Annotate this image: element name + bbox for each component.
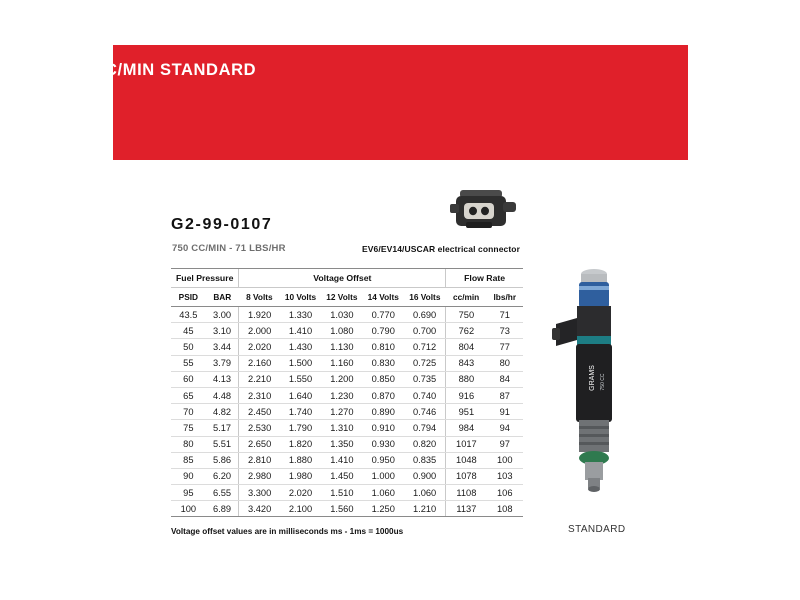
cell-16v: 0.794: [404, 420, 446, 436]
cell-psid: 100: [171, 501, 206, 517]
cell-8v: 2.020: [239, 339, 280, 355]
cell-14v: 1.250: [363, 501, 404, 517]
cell-12v: 1.030: [321, 307, 362, 323]
cell-bar: 3.00: [206, 307, 239, 323]
cell-16v: 0.740: [404, 387, 446, 403]
flow-spec-table: [171, 268, 523, 517]
cell-8v: 2.310: [239, 387, 280, 403]
cell-12v: 1.510: [321, 485, 362, 501]
col-header-ccmin: cc/min: [446, 288, 487, 307]
table-row: [171, 436, 523, 452]
group-header-fuel-pressure: Fuel Pressure: [171, 269, 239, 288]
fuel-injector-image: [548, 262, 640, 524]
table-row: [171, 387, 523, 403]
cell-lbshr: 87: [487, 387, 523, 403]
cell-bar: 3.10: [206, 323, 239, 339]
table-column-header-row: [171, 288, 523, 307]
injector-caption: STANDARD: [568, 524, 626, 535]
part-subtitle: 750 CC/MIN - 71 LBS/HR: [172, 243, 286, 254]
cell-10v: 1.980: [280, 468, 321, 484]
table-group-header-row: [171, 269, 523, 288]
cell-ccmin: 880: [446, 371, 487, 387]
col-header-16v: 16 Volts: [404, 288, 446, 307]
cell-12v: 1.560: [321, 501, 362, 517]
col-header-10v: 10 Volts: [280, 288, 321, 307]
cell-12v: 1.410: [321, 452, 362, 468]
part-number: G2-99-0107: [171, 216, 273, 233]
cell-bar: 4.48: [206, 387, 239, 403]
table-row: [171, 452, 523, 468]
cell-bar: 4.82: [206, 404, 239, 420]
cell-12v: 1.230: [321, 387, 362, 403]
cell-bar: 5.17: [206, 420, 239, 436]
cell-16v: 0.700: [404, 323, 446, 339]
cell-lbshr: 80: [487, 355, 523, 371]
table-row: [171, 501, 523, 517]
cell-psid: 55: [171, 355, 206, 371]
cell-ccmin: 762: [446, 323, 487, 339]
cell-10v: 1.330: [280, 307, 321, 323]
col-header-12v: 12 Volts: [321, 288, 362, 307]
cell-8v: 2.450: [239, 404, 280, 420]
cell-14v: 0.910: [363, 420, 404, 436]
cell-14v: 1.000: [363, 468, 404, 484]
cell-ccmin: 1048: [446, 452, 487, 468]
cell-lbshr: 108: [487, 501, 523, 517]
cell-10v: 2.100: [280, 501, 321, 517]
cell-16v: 0.712: [404, 339, 446, 355]
cell-lbshr: 106: [487, 485, 523, 501]
col-header-14v: 14 Volts: [363, 288, 404, 307]
cell-14v: 0.930: [363, 436, 404, 452]
cell-bar: 3.79: [206, 355, 239, 371]
cell-lbshr: 77: [487, 339, 523, 355]
cell-14v: 0.850: [363, 371, 404, 387]
table-row: [171, 339, 523, 355]
cell-10v: 1.880: [280, 452, 321, 468]
cell-ccmin: 843: [446, 355, 487, 371]
cell-16v: 0.725: [404, 355, 446, 371]
cell-10v: 1.430: [280, 339, 321, 355]
cell-psid: 95: [171, 485, 206, 501]
cell-lbshr: 100: [487, 452, 523, 468]
cell-10v: 1.550: [280, 371, 321, 387]
cell-14v: 0.810: [363, 339, 404, 355]
table-row: [171, 355, 523, 371]
cell-16v: 1.210: [404, 501, 446, 517]
cell-psid: 90: [171, 468, 206, 484]
cell-14v: 0.950: [363, 452, 404, 468]
cell-8v: 2.160: [239, 355, 280, 371]
cell-8v: 2.980: [239, 468, 280, 484]
cell-8v: 3.300: [239, 485, 280, 501]
cell-bar: 6.89: [206, 501, 239, 517]
cell-ccmin: 1017: [446, 436, 487, 452]
cell-psid: 43.5: [171, 307, 206, 323]
cell-ccmin: 1137: [446, 501, 487, 517]
injector-connector-icon: [448, 186, 522, 234]
cell-12v: 1.130: [321, 339, 362, 355]
cell-psid: 85: [171, 452, 206, 468]
cell-12v: 1.310: [321, 420, 362, 436]
cell-10v: 2.020: [280, 485, 321, 501]
cell-14v: 0.790: [363, 323, 404, 339]
table-row: [171, 307, 523, 323]
table-row: [171, 485, 523, 501]
cell-ccmin: 750: [446, 307, 487, 323]
cell-12v: 1.080: [321, 323, 362, 339]
cell-psid: 60: [171, 371, 206, 387]
cell-lbshr: 84: [487, 371, 523, 387]
table-row: [171, 371, 523, 387]
cell-16v: 1.060: [404, 485, 446, 501]
table-row: [171, 404, 523, 420]
cell-8v: 2.000: [239, 323, 280, 339]
cell-10v: 1.640: [280, 387, 321, 403]
group-header-flow-rate: Flow Rate: [446, 269, 523, 288]
cell-10v: 1.820: [280, 436, 321, 452]
table-row: [171, 420, 523, 436]
cell-8v: 1.920: [239, 307, 280, 323]
cell-14v: 0.870: [363, 387, 404, 403]
cell-8v: 3.420: [239, 501, 280, 517]
cell-14v: 0.830: [363, 355, 404, 371]
group-header-voltage-offset: Voltage Offset: [239, 269, 446, 288]
cell-bar: 6.55: [206, 485, 239, 501]
cell-ccmin: 916: [446, 387, 487, 403]
connector-caption: EV6/EV14/USCAR electrical connector: [362, 244, 520, 254]
table-row: [171, 468, 523, 484]
cell-ccmin: 1108: [446, 485, 487, 501]
table-row: [171, 323, 523, 339]
svg-text:GRAMS: GRAMS: [589, 365, 596, 391]
cell-lbshr: 103: [487, 468, 523, 484]
cell-14v: 0.890: [363, 404, 404, 420]
cell-8v: 2.650: [239, 436, 280, 452]
cell-lbshr: 91: [487, 404, 523, 420]
cell-16v: 0.735: [404, 371, 446, 387]
cell-12v: 1.270: [321, 404, 362, 420]
col-header-psid: PSID: [171, 288, 206, 307]
cell-lbshr: 97: [487, 436, 523, 452]
cell-16v: 0.690: [404, 307, 446, 323]
cell-lbshr: 73: [487, 323, 523, 339]
table-footnote: Voltage offset values are in milliseconds ms - 1ms = 1000us: [171, 527, 404, 536]
cell-8v: 2.210: [239, 371, 280, 387]
col-header-lbshr: lbs/hr: [487, 288, 523, 307]
cell-psid: 80: [171, 436, 206, 452]
cell-psid: 65: [171, 387, 206, 403]
cell-psid: 45: [171, 323, 206, 339]
cell-16v: 0.746: [404, 404, 446, 420]
cell-8v: 2.810: [239, 452, 280, 468]
cell-10v: 1.410: [280, 323, 321, 339]
col-header-8v: 8 Volts: [239, 288, 280, 307]
cell-14v: 1.060: [363, 485, 404, 501]
cell-12v: 1.200: [321, 371, 362, 387]
cell-14v: 0.770: [363, 307, 404, 323]
cell-10v: 1.500: [280, 355, 321, 371]
page-title: 750 CC/MIN STANDARD: [58, 61, 257, 79]
cell-ccmin: 984: [446, 420, 487, 436]
cell-bar: 3.44: [206, 339, 239, 355]
cell-12v: 1.450: [321, 468, 362, 484]
cell-8v: 2.530: [239, 420, 280, 436]
cell-16v: 0.820: [404, 436, 446, 452]
cell-16v: 0.835: [404, 452, 446, 468]
cell-lbshr: 71: [487, 307, 523, 323]
cell-psid: 75: [171, 420, 206, 436]
cell-12v: 1.350: [321, 436, 362, 452]
cell-12v: 1.160: [321, 355, 362, 371]
cell-16v: 0.900: [404, 468, 446, 484]
cell-lbshr: 94: [487, 420, 523, 436]
cell-ccmin: 804: [446, 339, 487, 355]
cell-ccmin: 951: [446, 404, 487, 420]
cell-bar: 5.51: [206, 436, 239, 452]
cell-ccmin: 1078: [446, 468, 487, 484]
cell-bar: 6.20: [206, 468, 239, 484]
col-header-bar: BAR: [206, 288, 239, 307]
cell-10v: 1.740: [280, 404, 321, 420]
svg-text:750 CC: 750 CC: [600, 373, 606, 391]
cell-10v: 1.790: [280, 420, 321, 436]
cell-bar: 4.13: [206, 371, 239, 387]
cell-psid: 70: [171, 404, 206, 420]
cell-bar: 5.86: [206, 452, 239, 468]
cell-psid: 50: [171, 339, 206, 355]
